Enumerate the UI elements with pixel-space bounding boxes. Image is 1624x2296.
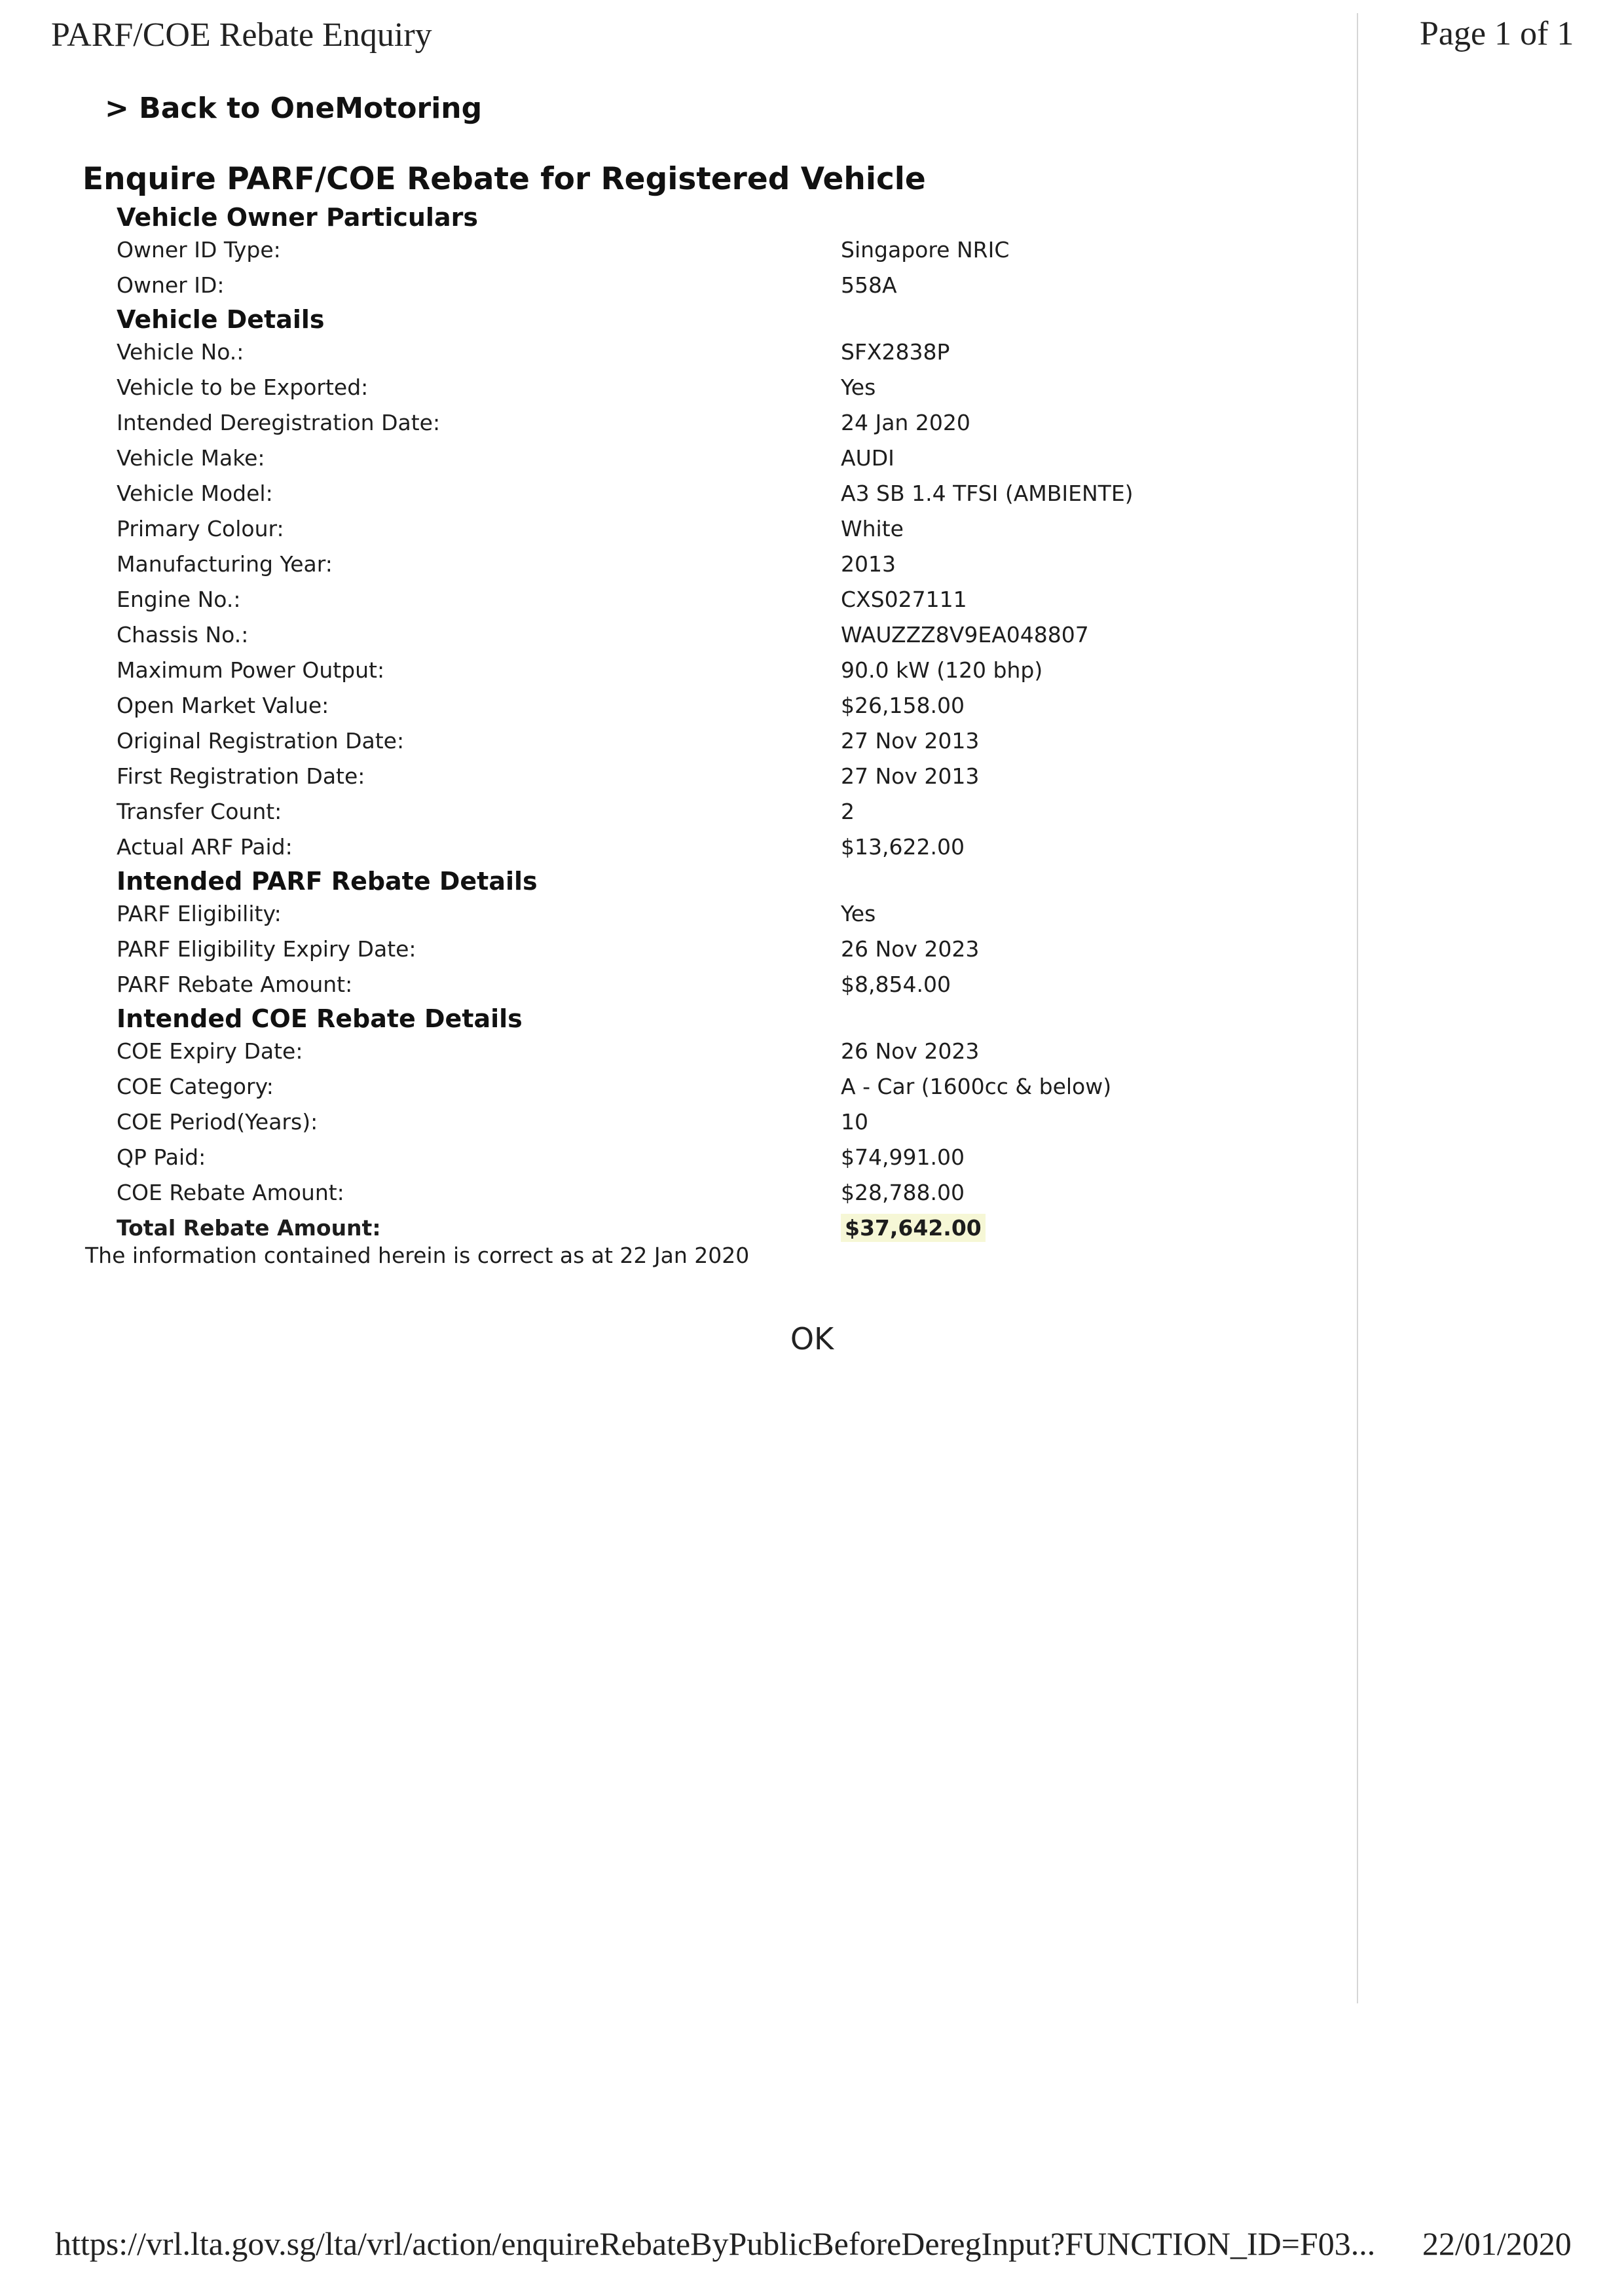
detail-row xyxy=(117,1175,1295,1210)
detail-row xyxy=(117,267,1295,302)
print-header-title: PARF/COE Rebate Enquiry xyxy=(51,16,432,54)
field-label: PARF Rebate Amount: xyxy=(117,971,353,997)
rebate-details xyxy=(117,200,1295,1245)
field-label: Vehicle No.: xyxy=(117,338,244,365)
field-label: Transfer Count: xyxy=(117,798,282,824)
field-value: 558A xyxy=(841,272,897,298)
detail-row xyxy=(117,546,1295,581)
section-heading-parf: Intended PARF Rebate Details xyxy=(117,867,538,896)
detail-row xyxy=(117,1139,1295,1175)
field-label: Manufacturing Year: xyxy=(117,551,333,577)
field-label: Maximum Power Output: xyxy=(117,657,385,683)
field-value: A3 SB 1.4 TFSI (AMBIENTE) xyxy=(841,480,1134,506)
detail-row xyxy=(117,369,1295,405)
field-label: Primary Colour: xyxy=(117,515,284,541)
information-date-note: The information contained herein is correct as at 22 Jan 2020 xyxy=(85,1243,750,1268)
total-rebate-label: Total Rebate Amount: xyxy=(117,1214,381,1241)
field-label: QP Paid: xyxy=(117,1144,206,1170)
field-label: PARF Eligibility: xyxy=(117,900,282,926)
field-value: 26 Nov 2023 xyxy=(841,1038,980,1064)
field-label: Actual ARF Paid: xyxy=(117,833,293,860)
field-value: Singapore NRIC xyxy=(841,236,1010,263)
field-value: 27 Nov 2013 xyxy=(841,727,980,754)
ok-button[interactable]: OK xyxy=(773,1316,851,1362)
field-label: First Registration Date: xyxy=(117,763,365,789)
field-value: 2013 xyxy=(841,551,896,577)
detail-row xyxy=(117,617,1295,652)
detail-row xyxy=(117,793,1295,829)
field-value: $8,854.00 xyxy=(841,971,951,997)
field-label: Chassis No.: xyxy=(117,621,249,647)
field-label: Owner ID: xyxy=(117,272,225,298)
section-heading-vehicle: Vehicle Details xyxy=(117,305,325,334)
print-footer-url: https://vrl.lta.gov.sg/lta/vrl/action/enquireRebateByPublicBeforeDeregInput?FUNCTION_ID=F03... xyxy=(55,2225,1376,2262)
detail-row xyxy=(117,1104,1295,1139)
detail-row xyxy=(117,931,1295,966)
field-value: WAUZZZ8V9EA048807 xyxy=(841,621,1089,647)
field-value: AUDI xyxy=(841,445,895,471)
detail-row xyxy=(117,829,1295,864)
detail-row xyxy=(117,511,1295,546)
field-label: Open Market Value: xyxy=(117,692,329,718)
field-value: Yes xyxy=(841,374,876,400)
field-label: Vehicle Model: xyxy=(117,480,273,506)
page-title: Enquire PARF/COE Rebate for Registered Vehicle xyxy=(83,161,926,197)
detail-row xyxy=(117,896,1295,931)
detail-row xyxy=(117,334,1295,369)
field-label: Intended Deregistration Date: xyxy=(117,409,441,435)
detail-row xyxy=(117,581,1295,617)
field-value: 2 xyxy=(841,798,855,824)
back-to-onemotoring-link[interactable]: > Back to OneMotoring xyxy=(105,92,483,125)
field-value: 90.0 kW (120 bhp) xyxy=(841,657,1043,683)
field-value: 26 Nov 2023 xyxy=(841,936,980,962)
detail-row xyxy=(117,652,1295,687)
detail-row xyxy=(117,966,1295,1002)
detail-row xyxy=(117,758,1295,793)
field-value: White xyxy=(841,515,904,541)
print-header-page-number: Page 1 of 1 xyxy=(1420,15,1574,52)
field-value: A - Car (1600cc & below) xyxy=(841,1073,1112,1099)
field-value: 10 xyxy=(841,1108,868,1135)
total-rebate-row xyxy=(117,1210,1295,1245)
field-value: 27 Nov 2013 xyxy=(841,763,980,789)
field-value: SFX2838P xyxy=(841,338,950,365)
field-label: Vehicle to be Exported: xyxy=(117,374,369,400)
detail-row xyxy=(117,687,1295,723)
field-value: $13,622.00 xyxy=(841,833,965,860)
detail-row xyxy=(117,232,1295,267)
detail-row xyxy=(117,440,1295,475)
field-value: $28,788.00 xyxy=(841,1179,965,1205)
field-label: Engine No.: xyxy=(117,586,241,612)
section-heading-owner: Vehicle Owner Particulars xyxy=(117,203,478,232)
field-label: COE Expiry Date: xyxy=(117,1038,303,1064)
field-label: PARF Eligibility Expiry Date: xyxy=(117,936,416,962)
field-label: COE Rebate Amount: xyxy=(117,1179,344,1205)
field-label: COE Category: xyxy=(117,1073,274,1099)
detail-row xyxy=(117,1068,1295,1104)
field-value: $26,158.00 xyxy=(841,692,965,718)
page-edge-divider xyxy=(1357,13,1358,2003)
field-value: CXS027111 xyxy=(841,586,967,612)
field-label: Original Registration Date: xyxy=(117,727,405,754)
detail-row xyxy=(117,1033,1295,1068)
field-label: COE Period(Years): xyxy=(117,1108,318,1135)
total-rebate-value: $37,642.00 xyxy=(841,1214,986,1242)
field-value: $74,991.00 xyxy=(841,1144,965,1170)
print-footer-date: 22/01/2020 xyxy=(1422,2225,1572,2262)
field-value: Yes xyxy=(841,900,876,926)
field-value: 24 Jan 2020 xyxy=(841,409,970,435)
section-heading-coe: Intended COE Rebate Details xyxy=(117,1004,523,1033)
field-label: Owner ID Type: xyxy=(117,236,281,263)
field-label: Vehicle Make: xyxy=(117,445,265,471)
detail-row xyxy=(117,723,1295,758)
detail-row xyxy=(117,405,1295,440)
detail-row xyxy=(117,475,1295,511)
